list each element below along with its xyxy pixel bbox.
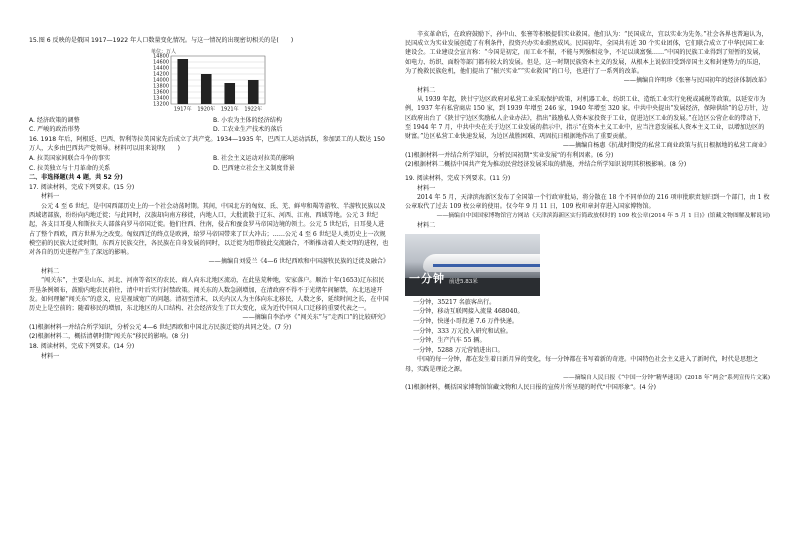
q19-material-1-label: 材料一	[417, 184, 436, 192]
y-tick-label: 14200	[153, 71, 169, 78]
q15-stem: 15.图 6 反映的是俄国 1917—1922 年人口数量变化情况。与这一情况的出现密切相关的是( )	[29, 37, 294, 44]
q17-material-1-source: ——摘编自刘爱兰《4—6 世纪西欧和中国游牧民族的迁徙及融合》	[208, 258, 389, 266]
q17-material-2-source: ——摘编自李治亭《“闯关东”与“走西口”的比较研究》	[242, 314, 389, 322]
photo-caption-sub: 前进5.83米	[449, 278, 478, 285]
q15-options	[29, 116, 389, 135]
q18-question-1: (1)根据材料一并结合所学知识，分析民国初期“实业发展”的有利因素。(6 分)	[405, 151, 614, 159]
section-two-heading: 二、非选择题(共 4 题，共 52 分)	[29, 174, 123, 182]
minute-item: 一分钟，快递小哥投递 7.6 万件快递。	[413, 317, 518, 325]
q15-bar-chart	[149, 48, 269, 114]
q18-material-2-text: 从 1939 年起，陕甘宁边区政府对私营工业采取保护政策，对机器工业、纺织工业、造纸工业实行免税或减税等政策。以延安市为例，1937 年有私营商店 150 家，到 1939 年增至 246 家，1940 年增至 320 家。中共中央提出“发展经济，保障供给”的总方针，边区政府出台了《陕甘宁边区奖励私人企业办法》，指出“鼓励私人资本家投资于工业，促进边区工业的发展。”在边区公营企业的带动下，至 1944 年 7 月，中共中央在关于边区工业发展的指示中，指示“在资本主义工业中，应当注意发展私人资本主义工业，以增加边区的财富。”边区私营工业快速发展，为边区战胜困难、巩固抗日根据地作出了重要贡献。	[405, 96, 768, 141]
q17-question-1: (1)根据材料一并结合所学知识，分析公元 4—6 世纪西欧和中国北方民族迁徙的共同之处。(7 分)	[29, 323, 292, 331]
minute-item: 一分钟，生产汽车 55 辆。	[413, 337, 486, 345]
q19-material-1-text: 2014 年 5 月，天津滨海新区发布了全国第一个行政审批局，将分散在 18 个不同单位的 216 项审批职责划归到一个部门，由 1 枚公章取代了过去 109 枚公章的使用。仅今年 9 月 11 日，109 枚印章封存进入国家博物馆。	[405, 194, 770, 211]
y-tick-label: 14600	[153, 59, 169, 66]
minute-item: 一分钟，移动互联网接入流量 468040。	[413, 308, 524, 316]
q19-material-2-text: 中国的每一分钟，都在发生着日新月异的变化，每一分钟都在书写着新的奇迹。中国特色社会主义进入了新时代，时代是思想之母，实践是理论之源。	[405, 356, 759, 373]
q15-option-a[interactable]: A. 经济政策的调整	[29, 116, 80, 124]
q17-material-1-text: 公元 4 至 6 世纪，是中国西部历史上的一个社会动荡时期。其间，中国北方的匈奴、氐、羌、鲜卑和羯等游牧、半游牧民族以及西域诸部族，纷纷向内地迁徙；与此同时，汉族却向南方移徙，内地人口，大批流散于辽东、河西、江南、西域等地。公元 3 世纪起，各支目耳曼人和斯拉夫人部落向罗马帝国迁徙。他们往西、往南，侵占和蚕食罗马帝国边境的领土。公元 5 世纪后，日耳曼人进占了整个西欧，西方世界为之改变。匈奴西迁的终点是欧洲，给罗马帝国带来了巨大冲击；……公元 4 至 6 世纪是人类历史上一次规模空前的民族大迁徙时期，东西方民族交往，各民族在自身发展的同时，以迁徙为纽带彼此交流融合，不断推动着人类文明的进程，也对各自的历史进程产生了深远的影响。	[29, 202, 389, 256]
y-tick-label: 13400	[153, 95, 169, 102]
q16-option-d[interactable]: D. 巴西建立社会主义制度背景	[213, 164, 295, 172]
q17-heading: 17. 阅读材料，完成下列要求。(15 分)	[29, 183, 135, 191]
q19-material-2-label: 材料二	[417, 222, 436, 230]
q15-option-d[interactable]: D. 工农业生产技术的落后	[213, 126, 283, 134]
q17-material-1-label: 材料一	[41, 193, 60, 201]
q19-heading: 19. 阅读材料，完成下列要求。(11 分)	[405, 175, 511, 182]
bar	[201, 74, 212, 104]
y-tick-label: 14000	[153, 77, 169, 84]
high-speed-train-photo	[405, 234, 540, 296]
q16-stem: 16. 1918 年后，阿根廷、巴西、智利等拉美国家先后成立了共产党。1934—1935 年，巴西工人运动活跃，参加罢工的人数达 150 万人，大多由巴西共产党领导。材料可以用来说明( )	[29, 135, 385, 153]
q16-options	[29, 154, 389, 173]
photo-caption-big: 一分钟	[409, 271, 445, 285]
x-tick-label: 1920年	[197, 106, 216, 113]
q18-material-1-text: 辛亥革命后，在政府鼓励下，孙中山、张謇等积极提倡实业救国。他们认为：“民国成立，宜以实业为先务。”社会各界也普遍认为，民国成立为实业发展创造了有利条件，投资兴办实业蔚然成风。民国初年，全国共有近 30 个实业团体，它们联合成立了中华民国工业建设会。工业建设会宣言称：“今国是初定，而工业不振，不能与列强相竞争，不足以谈富强……”中国的民族工业得到了短暂的发展，如电力、纺织、面粉等部门都有较大的发展。但是，这一时期民族资本主义的发展，从根本上说依旧受到帝国主义和封建势力的压迫，为了挽救民族危机，他们提出了“振兴实业”“实业救国”的口号，也进行了一系列的改革。	[405, 31, 768, 75]
q15-option-c[interactable]: C. 严峻的政治形势	[29, 126, 80, 134]
left-column	[29, 36, 389, 361]
q19-question-1: (1)根据材料，概括国家博物馆馆藏文物和人民日报的宣传片所呈现的时代“中国形象”。(4 分)	[405, 384, 656, 392]
minute-item: 一分钟，333 万元投入研究和试验。	[413, 327, 512, 335]
q18-material-2-label: 材料二	[417, 86, 436, 94]
y-tick-label: 13600	[153, 89, 169, 96]
q16-option-a[interactable]: A. 拉美国家间联合斗争的事实	[29, 154, 111, 162]
q19-material-1-source: ——摘编自中国国家博物馆官方网站《天津滨海新区实行简政放权时的 109 枚公章(2014 年 5 月 1 日)》(馆藏文物图解及解说词)	[436, 212, 770, 219]
q19-material-2-source: ——摘编自人民日报《“中国一分钟”精华速读》(2018 年“两会”系列宣传片文案)	[563, 374, 770, 381]
x-tick-label: 1921年	[220, 106, 239, 113]
train-stripe	[433, 264, 540, 267]
y-tick-label: 14400	[153, 65, 169, 72]
q16-option-b[interactable]: B. 社会主义运动对拉美的影响	[213, 154, 295, 162]
q18-question-2: (2)根据材料二概括中国共产党为推动民营经济发展采取的措施，并结合所学知识说明其积极影响。(8 分)	[405, 161, 687, 169]
minute-item: 一分钟，35217 名旅客出行。	[413, 298, 496, 306]
y-tick-label: 14800	[153, 53, 169, 60]
minute-list	[405, 298, 770, 356]
q17-material-2-text: “闯关东”，主要是山东、河北、河南等省区的农民、商人向东北地区流动，在此垦荒种地，安家落户。顺治十年(1653)辽东招民开垦条例颁布，鼓励内地农民前往，清中叶后实行封禁政策。闯关东的人数急剧增加，在清政府不得不于光绪年间解禁，东北迅速开发。如何理解“闯关东”的意义，应是视域宽广的问题。清初至清末，以关内汉人为主体向东北移民，人数之多，延续时间之长，在中国历史上是空前的；随着移民的增加，东北地区的人口结构、社会经济发生了巨大变化，成为近代中国人口迁移的重要代表之一。	[29, 277, 389, 312]
bar	[177, 59, 188, 104]
y-tick-label: 13200	[153, 101, 169, 108]
minute-item: 一分钟，5288 万元营销进出口。	[413, 346, 504, 354]
y-axis-label: 单位：万人	[151, 48, 177, 55]
q18-material-2-source: ——摘编自杨惠《抗战时期党的私营工商业政策与抗日根据地的私营工商业》	[562, 142, 770, 150]
right-column	[405, 30, 770, 393]
q16-option-c[interactable]: C. 拉美独立与十月革命的关系	[29, 164, 111, 172]
q18-heading: 18. 阅读材料，完成下列要求。(14 分)	[29, 342, 135, 350]
q18-material-1-source: ——摘编自许明珍《张謇与民国初年的经济体制改革》	[623, 77, 770, 85]
bar	[248, 80, 259, 104]
q17-question-2: (2)根据材料二，概括清朝时期“闯关东”移民的影响。(8 分)	[29, 333, 189, 341]
x-tick-label: 1922年	[244, 106, 263, 113]
q17-material-2-label: 材料二	[41, 267, 60, 275]
x-tick-label: 1917年	[173, 106, 192, 113]
train-body	[423, 254, 540, 272]
q18-material-1-label: 材料一	[41, 352, 60, 360]
bar	[224, 83, 235, 104]
y-tick-label: 13800	[153, 83, 169, 90]
q15-option-b[interactable]: B. 小农为主体的经济结构	[213, 116, 282, 124]
